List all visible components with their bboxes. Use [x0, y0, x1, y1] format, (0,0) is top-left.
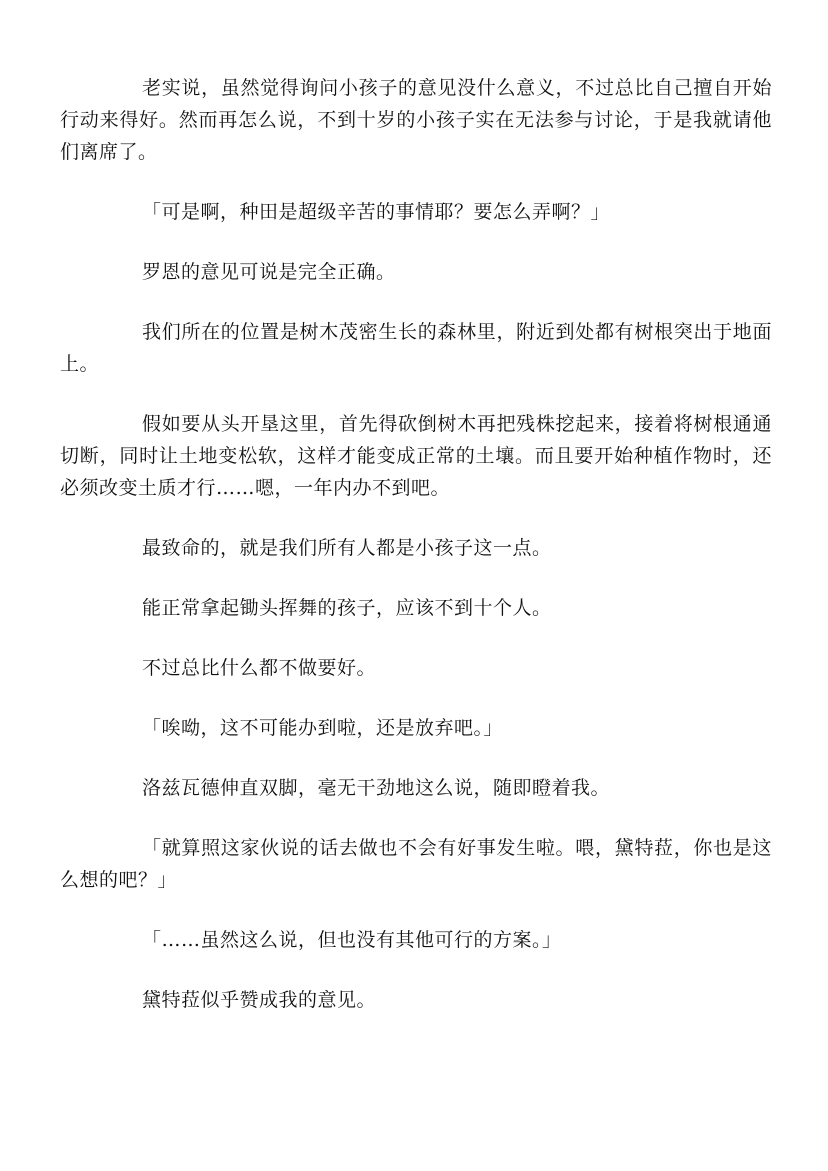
- paragraph: 「可是啊，种田是超级辛苦的事情耶？要怎么弄啊？」: [142, 201, 611, 223]
- paragraph: 老实说，虽然觉得询问小孩子的意见没什么意义，不过总比自己擅自开始行动来得好。然而再怎么说，不到十岁的小孩子实在无法参与讨论，于是我就请他们离席了。: [60, 77, 772, 163]
- paragraph: 罗恩的意见可说是完全正确。: [142, 261, 396, 283]
- paragraph: 洛兹瓦德伸直双脚，毫无干劲地这么说，随即瞪着我。: [142, 777, 611, 799]
- paragraph: 黛特菈似乎赞成我的意见。: [142, 989, 377, 1011]
- paragraph: 能正常拿起锄头挥舞的孩子，应该不到十个人。: [142, 597, 552, 619]
- text-column: [60, 72, 772, 1044]
- paragraph: 不过总比什么都不做要好。: [142, 657, 377, 679]
- paragraph: 假如要从头开垦这里，首先得砍倒树木再把残株挖起来，接着将树根通通切断，同时让土地变松软，这样才能变成正常的土壤。而且要开始种植作物时，还必须改变土质才行……嗯，一年内办不到吧。: [60, 413, 772, 499]
- paragraph: 「就算照这家伙说的话去做也不会有好事发生啦。喂，黛特菈，你也是这么想的吧？」: [60, 837, 772, 891]
- paragraph: 「……虽然这么说，但也没有其他可行的方案。」: [142, 929, 562, 951]
- paragraph: 最致命的，就是我们所有人都是小孩子这一点。: [142, 537, 552, 559]
- paragraph: 「唉呦，这不可能办到啦，还是放弃吧。」: [142, 717, 504, 739]
- paragraph: 我们所在的位置是树木茂密生长的森林里，附近到处都有树根突出于地面上。: [60, 321, 772, 375]
